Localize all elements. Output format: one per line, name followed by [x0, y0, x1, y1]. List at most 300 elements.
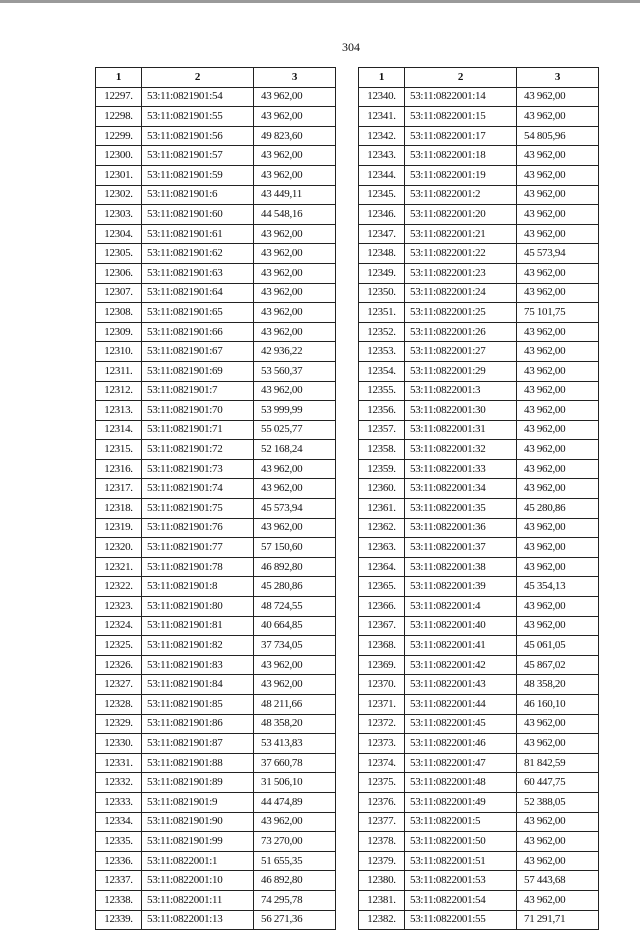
row-number-cell: 12347. — [359, 224, 405, 244]
row-number-cell: 12361. — [359, 499, 405, 519]
value-cell: 43 449,11 — [254, 185, 336, 205]
cadastral-number-cell: 53:11:0822001:4 — [405, 597, 517, 617]
table-row — [96, 205, 336, 225]
table-row — [96, 695, 336, 715]
value-cell: 43 962,00 — [254, 87, 336, 107]
row-number-cell: 12297. — [96, 87, 142, 107]
table-row — [359, 753, 599, 773]
row-number-cell: 12379. — [359, 851, 405, 871]
row-number-cell: 12337. — [96, 871, 142, 891]
table-row — [359, 322, 599, 342]
row-number-cell: 12360. — [359, 479, 405, 499]
table-row — [359, 381, 599, 401]
table-row — [359, 832, 599, 852]
value-cell: 45 867,02 — [517, 655, 599, 675]
value-cell: 43 962,00 — [517, 283, 599, 303]
cadastral-number-cell: 53:11:0822001:40 — [405, 616, 517, 636]
cadastral-number-cell: 53:11:0821901:83 — [142, 655, 254, 675]
row-number-cell: 12356. — [359, 401, 405, 421]
row-number-cell: 12355. — [359, 381, 405, 401]
value-cell: 43 962,00 — [254, 303, 336, 323]
row-number-cell: 12371. — [359, 695, 405, 715]
row-number-cell: 12343. — [359, 146, 405, 166]
cadastral-number-cell: 53:11:0821901:66 — [142, 322, 254, 342]
value-cell: 43 962,00 — [254, 655, 336, 675]
value-cell: 43 962,00 — [254, 107, 336, 127]
value-cell: 52 168,24 — [254, 440, 336, 460]
cadastral-number-cell: 53:11:0821901:57 — [142, 146, 254, 166]
table-row — [359, 577, 599, 597]
table-row — [96, 734, 336, 754]
cadastral-number-cell: 53:11:0821901:56 — [142, 126, 254, 146]
row-number-cell: 12325. — [96, 636, 142, 656]
table-header-row — [96, 68, 336, 88]
value-cell: 44 474,89 — [254, 792, 336, 812]
table-row — [96, 126, 336, 146]
value-cell: 45 280,86 — [254, 577, 336, 597]
row-number-cell: 12332. — [96, 773, 142, 793]
row-number-cell: 12352. — [359, 322, 405, 342]
cadastral-number-cell: 53:11:0821901:85 — [142, 695, 254, 715]
table-row — [359, 87, 599, 107]
cadastral-number-cell: 53:11:0822001:35 — [405, 499, 517, 519]
cadastral-number-cell: 53:11:0821901:75 — [142, 499, 254, 519]
cadastral-number-cell: 53:11:0822001:47 — [405, 753, 517, 773]
cadastral-number-cell: 53:11:0821901:55 — [142, 107, 254, 127]
table-row — [359, 675, 599, 695]
cadastral-number-cell: 53:11:0822001:50 — [405, 832, 517, 852]
value-cell: 43 962,00 — [254, 459, 336, 479]
row-number-cell: 12314. — [96, 420, 142, 440]
row-number-cell: 12363. — [359, 538, 405, 558]
value-cell: 40 664,85 — [254, 616, 336, 636]
value-cell: 43 962,00 — [254, 283, 336, 303]
cadastral-number-cell: 53:11:0822001:41 — [405, 636, 517, 656]
value-cell: 48 358,20 — [254, 714, 336, 734]
value-cell: 48 724,55 — [254, 597, 336, 617]
cadastral-number-cell: 53:11:0822001:34 — [405, 479, 517, 499]
value-cell: 31 506,10 — [254, 773, 336, 793]
row-number-cell: 12377. — [359, 812, 405, 832]
table-row — [96, 890, 336, 910]
header-col-2: 2 — [405, 68, 517, 88]
cadastral-number-cell: 53:11:0821901:74 — [142, 479, 254, 499]
table-row — [96, 851, 336, 871]
table-row — [96, 303, 336, 323]
cadastral-number-cell: 53:11:0822001:44 — [405, 695, 517, 715]
table-row — [359, 636, 599, 656]
value-cell: 45 573,94 — [254, 499, 336, 519]
cadastral-number-cell: 53:11:0821901:61 — [142, 224, 254, 244]
cadastral-number-cell: 53:11:0822001:25 — [405, 303, 517, 323]
value-cell: 43 962,00 — [254, 322, 336, 342]
value-cell: 43 962,00 — [517, 538, 599, 558]
row-number-cell: 12381. — [359, 890, 405, 910]
row-number-cell: 12367. — [359, 616, 405, 636]
row-number-cell: 12353. — [359, 342, 405, 362]
row-number-cell: 12348. — [359, 244, 405, 264]
value-cell: 57 150,60 — [254, 538, 336, 558]
value-cell: 43 962,00 — [517, 479, 599, 499]
value-cell: 43 962,00 — [254, 244, 336, 264]
row-number-cell: 12380. — [359, 871, 405, 891]
cadastral-number-cell: 53:11:0821901:86 — [142, 714, 254, 734]
value-cell: 45 280,86 — [517, 499, 599, 519]
row-number-cell: 12318. — [96, 499, 142, 519]
table-row — [96, 401, 336, 421]
value-cell: 81 842,59 — [517, 753, 599, 773]
table-row — [96, 107, 336, 127]
row-number-cell: 12357. — [359, 420, 405, 440]
table-row — [96, 812, 336, 832]
row-number-cell: 12328. — [96, 695, 142, 715]
value-cell: 43 962,00 — [517, 597, 599, 617]
table-row — [96, 597, 336, 617]
row-number-cell: 12304. — [96, 224, 142, 244]
row-number-cell: 12330. — [96, 734, 142, 754]
cadastral-number-cell: 53:11:0821901:89 — [142, 773, 254, 793]
cadastral-number-cell: 53:11:0822001:48 — [405, 773, 517, 793]
cadastral-number-cell: 53:11:0822001:15 — [405, 107, 517, 127]
cadastral-number-cell: 53:11:0822001:27 — [405, 342, 517, 362]
row-number-cell: 12316. — [96, 459, 142, 479]
cadastral-number-cell: 53:11:0821901:78 — [142, 557, 254, 577]
row-number-cell: 12322. — [96, 577, 142, 597]
row-number-cell: 12336. — [96, 851, 142, 871]
table-row — [96, 910, 336, 930]
table-row — [359, 420, 599, 440]
cadastral-number-cell: 53:11:0822001:14 — [405, 87, 517, 107]
cadastral-number-cell: 53:11:0822001:38 — [405, 557, 517, 577]
cadastral-number-cell: 53:11:0821901:77 — [142, 538, 254, 558]
value-cell: 43 962,00 — [517, 812, 599, 832]
row-number-cell: 12369. — [359, 655, 405, 675]
cadastral-number-cell: 53:11:0822001:2 — [405, 185, 517, 205]
value-cell: 60 447,75 — [517, 773, 599, 793]
table-row — [359, 557, 599, 577]
table-row — [359, 283, 599, 303]
row-number-cell: 12373. — [359, 734, 405, 754]
table-row — [96, 636, 336, 656]
cadastral-number-cell: 53:11:0822001:53 — [405, 871, 517, 891]
cadastral-number-cell: 53:11:0822001:36 — [405, 518, 517, 538]
row-number-cell: 12323. — [96, 597, 142, 617]
table-row — [359, 773, 599, 793]
table-row — [96, 538, 336, 558]
table-row — [359, 499, 599, 519]
table-row — [359, 851, 599, 871]
row-number-cell: 12302. — [96, 185, 142, 205]
row-number-cell: 12320. — [96, 538, 142, 558]
cadastral-number-cell: 53:11:0822001:1 — [142, 851, 254, 871]
cadastral-number-cell: 53:11:0821901:81 — [142, 616, 254, 636]
table-row — [359, 185, 599, 205]
cadastral-number-cell: 53:11:0821901:73 — [142, 459, 254, 479]
table-row — [359, 440, 599, 460]
row-number-cell: 12366. — [359, 597, 405, 617]
row-number-cell: 12376. — [359, 792, 405, 812]
value-cell: 43 962,00 — [517, 146, 599, 166]
table-row — [96, 557, 336, 577]
table-row — [359, 616, 599, 636]
value-cell: 45 354,13 — [517, 577, 599, 597]
table-row — [96, 616, 336, 636]
table-row — [96, 185, 336, 205]
value-cell: 56 271,36 — [254, 910, 336, 930]
cadastral-number-cell: 53:11:0821901:87 — [142, 734, 254, 754]
value-cell: 43 962,00 — [517, 361, 599, 381]
table-row — [96, 263, 336, 283]
table-row — [359, 812, 599, 832]
table-row — [359, 361, 599, 381]
cadastral-number-cell: 53:11:0822001:33 — [405, 459, 517, 479]
table-row — [96, 381, 336, 401]
value-cell: 43 962,00 — [517, 890, 599, 910]
value-cell: 43 962,00 — [254, 165, 336, 185]
value-cell: 71 291,71 — [517, 910, 599, 930]
row-number-cell: 12335. — [96, 832, 142, 852]
row-number-cell: 12375. — [359, 773, 405, 793]
table-row — [96, 146, 336, 166]
header-col-2: 2 — [142, 68, 254, 88]
table-row — [96, 577, 336, 597]
value-cell: 43 962,00 — [517, 107, 599, 127]
cadastral-number-cell: 53:11:0822001:37 — [405, 538, 517, 558]
value-cell: 43 962,00 — [254, 263, 336, 283]
cadastral-number-cell: 53:11:0822001:21 — [405, 224, 517, 244]
value-cell: 55 025,77 — [254, 420, 336, 440]
cadastral-number-cell: 53:11:0822001:22 — [405, 244, 517, 264]
cadastral-number-cell: 53:11:0821901:88 — [142, 753, 254, 773]
row-number-cell: 12349. — [359, 263, 405, 283]
row-number-cell: 12319. — [96, 518, 142, 538]
value-cell: 43 962,00 — [517, 440, 599, 460]
value-cell: 37 734,05 — [254, 636, 336, 656]
row-number-cell: 12344. — [359, 165, 405, 185]
row-number-cell: 12368. — [359, 636, 405, 656]
value-cell: 73 270,00 — [254, 832, 336, 852]
cadastral-number-cell: 53:11:0822001:42 — [405, 655, 517, 675]
value-cell: 45 573,94 — [517, 244, 599, 264]
table-row — [359, 224, 599, 244]
value-cell: 43 962,00 — [517, 401, 599, 421]
cadastral-number-cell: 53:11:0822001:24 — [405, 283, 517, 303]
row-number-cell: 12311. — [96, 361, 142, 381]
cadastral-number-cell: 53:11:0821901:8 — [142, 577, 254, 597]
row-number-cell: 12299. — [96, 126, 142, 146]
cadastral-number-cell: 53:11:0822001:11 — [142, 890, 254, 910]
value-cell: 43 962,00 — [517, 322, 599, 342]
value-cell: 43 962,00 — [517, 342, 599, 362]
table-row — [359, 871, 599, 891]
table-row — [96, 518, 336, 538]
row-number-cell: 12306. — [96, 263, 142, 283]
cadastral-number-cell: 53:11:0821901:59 — [142, 165, 254, 185]
table-row — [359, 342, 599, 362]
value-cell: 43 962,00 — [517, 381, 599, 401]
value-cell: 43 962,00 — [254, 518, 336, 538]
row-number-cell: 12331. — [96, 753, 142, 773]
cadastral-number-cell: 53:11:0821901:90 — [142, 812, 254, 832]
row-number-cell: 12358. — [359, 440, 405, 460]
table-row — [359, 518, 599, 538]
value-cell: 53 560,37 — [254, 361, 336, 381]
value-cell: 43 962,00 — [517, 224, 599, 244]
table-row — [96, 792, 336, 812]
table-row — [359, 597, 599, 617]
cadastral-number-cell: 53:11:0821901:63 — [142, 263, 254, 283]
value-cell: 43 962,00 — [517, 420, 599, 440]
left-table — [95, 67, 336, 930]
cadastral-number-cell: 53:11:0822001:3 — [405, 381, 517, 401]
table-row — [359, 401, 599, 421]
row-number-cell: 12354. — [359, 361, 405, 381]
table-row — [96, 479, 336, 499]
value-cell: 51 655,35 — [254, 851, 336, 871]
cadastral-number-cell: 53:11:0822001:5 — [405, 812, 517, 832]
table-row — [96, 655, 336, 675]
row-number-cell: 12327. — [96, 675, 142, 695]
table-row — [359, 459, 599, 479]
cadastral-number-cell: 53:11:0821901:64 — [142, 283, 254, 303]
table-row — [96, 773, 336, 793]
value-cell: 52 388,05 — [517, 792, 599, 812]
cadastral-number-cell: 53:11:0821901:6 — [142, 185, 254, 205]
value-cell: 75 101,75 — [517, 303, 599, 323]
value-cell: 43 962,00 — [254, 675, 336, 695]
value-cell: 44 548,16 — [254, 205, 336, 225]
cadastral-number-cell: 53:11:0822001:26 — [405, 322, 517, 342]
value-cell: 37 660,78 — [254, 753, 336, 773]
value-cell: 43 962,00 — [254, 479, 336, 499]
table-row — [96, 342, 336, 362]
row-number-cell: 12370. — [359, 675, 405, 695]
cadastral-number-cell: 53:11:0821901:80 — [142, 597, 254, 617]
cadastral-number-cell: 53:11:0822001:54 — [405, 890, 517, 910]
row-number-cell: 12310. — [96, 342, 142, 362]
table-row — [359, 479, 599, 499]
value-cell: 43 962,00 — [517, 832, 599, 852]
row-number-cell: 12338. — [96, 890, 142, 910]
cadastral-number-cell: 53:11:0822001:46 — [405, 734, 517, 754]
cadastral-number-cell: 53:11:0821901:70 — [142, 401, 254, 421]
row-number-cell: 12346. — [359, 205, 405, 225]
row-number-cell: 12378. — [359, 832, 405, 852]
value-cell: 43 962,00 — [254, 381, 336, 401]
table-row — [96, 714, 336, 734]
value-cell: 43 962,00 — [517, 851, 599, 871]
row-number-cell: 12333. — [96, 792, 142, 812]
row-number-cell: 12359. — [359, 459, 405, 479]
value-cell: 43 962,00 — [517, 734, 599, 754]
table-row — [359, 538, 599, 558]
row-number-cell: 12345. — [359, 185, 405, 205]
table-row — [359, 303, 599, 323]
table-row — [96, 440, 336, 460]
table-row — [96, 675, 336, 695]
header-col-1: 1 — [359, 68, 405, 88]
value-cell: 43 962,00 — [517, 616, 599, 636]
table-row — [359, 910, 599, 930]
page-number: 304 — [342, 40, 360, 54]
cadastral-number-cell: 53:11:0822001:43 — [405, 675, 517, 695]
row-number-cell: 12315. — [96, 440, 142, 460]
cadastral-number-cell: 53:11:0821901:65 — [142, 303, 254, 323]
cadastral-number-cell: 53:11:0821901:60 — [142, 205, 254, 225]
value-cell: 46 892,80 — [254, 871, 336, 891]
value-cell: 74 295,78 — [254, 890, 336, 910]
value-cell: 43 962,00 — [254, 146, 336, 166]
table-row — [359, 205, 599, 225]
cadastral-number-cell: 53:11:0822001:23 — [405, 263, 517, 283]
table-row — [96, 322, 336, 342]
header-col-3: 3 — [517, 68, 599, 88]
cadastral-number-cell: 53:11:0822001:13 — [142, 910, 254, 930]
row-number-cell: 12341. — [359, 107, 405, 127]
table-row — [359, 655, 599, 675]
row-number-cell: 12300. — [96, 146, 142, 166]
row-number-cell: 12334. — [96, 812, 142, 832]
row-number-cell: 12305. — [96, 244, 142, 264]
value-cell: 43 962,00 — [517, 518, 599, 538]
row-number-cell: 12339. — [96, 910, 142, 930]
cadastral-number-cell: 53:11:0822001:20 — [405, 205, 517, 225]
row-number-cell: 12321. — [96, 557, 142, 577]
cadastral-number-cell: 53:11:0821901:82 — [142, 636, 254, 656]
cadastral-number-cell: 53:11:0821901:9 — [142, 792, 254, 812]
value-cell: 45 061,05 — [517, 636, 599, 656]
table-row — [359, 107, 599, 127]
row-number-cell: 12351. — [359, 303, 405, 323]
value-cell: 43 962,00 — [254, 812, 336, 832]
row-number-cell: 12312. — [96, 381, 142, 401]
value-cell: 42 936,22 — [254, 342, 336, 362]
row-number-cell: 12309. — [96, 322, 142, 342]
row-number-cell: 12329. — [96, 714, 142, 734]
table-row — [359, 734, 599, 754]
cadastral-number-cell: 53:11:0821901:72 — [142, 440, 254, 460]
table-row — [96, 224, 336, 244]
cadastral-number-cell: 53:11:0822001:32 — [405, 440, 517, 460]
cadastral-number-cell: 53:11:0821901:84 — [142, 675, 254, 695]
table-row — [96, 459, 336, 479]
table-row — [96, 499, 336, 519]
cadastral-number-cell: 53:11:0822001:19 — [405, 165, 517, 185]
value-cell: 54 805,96 — [517, 126, 599, 146]
table-row — [96, 753, 336, 773]
row-number-cell: 12364. — [359, 557, 405, 577]
value-cell: 43 962,00 — [517, 165, 599, 185]
row-number-cell: 12301. — [96, 165, 142, 185]
cadastral-number-cell: 53:11:0821901:71 — [142, 420, 254, 440]
value-cell: 43 962,00 — [517, 205, 599, 225]
table-row — [359, 714, 599, 734]
cadastral-number-cell: 53:11:0822001:10 — [142, 871, 254, 891]
table-row — [359, 792, 599, 812]
table-row — [359, 146, 599, 166]
row-number-cell: 12382. — [359, 910, 405, 930]
row-number-cell: 12313. — [96, 401, 142, 421]
value-cell: 53 999,99 — [254, 401, 336, 421]
cadastral-number-cell: 53:11:0822001:31 — [405, 420, 517, 440]
cadastral-number-cell: 53:11:0821901:67 — [142, 342, 254, 362]
table-row — [96, 165, 336, 185]
cadastral-number-cell: 53:11:0821901:62 — [142, 244, 254, 264]
value-cell: 57 443,68 — [517, 871, 599, 891]
table-row — [96, 244, 336, 264]
value-cell: 43 962,00 — [517, 87, 599, 107]
table-row — [359, 263, 599, 283]
